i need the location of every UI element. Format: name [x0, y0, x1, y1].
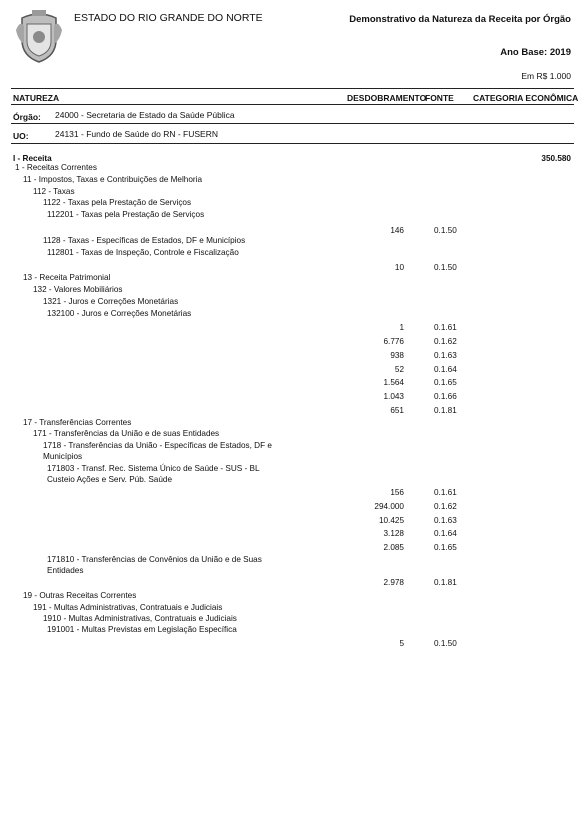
tree-item: 112201 - Taxas pela Prestação de Serviços [47, 210, 205, 219]
amount-cell: 294.000 [374, 502, 404, 511]
fonte-cell: 0.1.62 [434, 337, 457, 346]
tree-item: 1321 - Juros e Correções Monetárias [43, 297, 179, 306]
tree-item: Entidades [47, 566, 84, 575]
fonte-cell: 0.1.50 [434, 639, 457, 648]
tree-item: 191 - Multas Administrativas, Contratuais e Judiciais [33, 603, 223, 612]
tree-item: 171810 - Transferências de Convênios da União e de Suas [47, 555, 262, 564]
divider [11, 143, 574, 144]
tree-item: Municípios [43, 452, 83, 461]
amount-cell: 146 [390, 226, 404, 235]
unit-label: Em R$ 1.000 [521, 71, 571, 81]
fonte-cell: 0.1.50 [434, 226, 457, 235]
tree-item: 112 - Taxas [33, 187, 75, 196]
tree-item: 11 - Impostos, Taxas e Contribuições de Melhoria [23, 175, 202, 184]
tree-item: 171803 - Transf. Rec. Sistema Único de Saúde - SUS - BL [47, 464, 260, 473]
amount-cell: 1.564 [383, 378, 404, 387]
fonte-cell: 0.1.64 [434, 529, 457, 538]
amount-cell: 10 [394, 263, 404, 272]
fonte-cell: 0.1.66 [434, 392, 457, 401]
amount-cell: 5 [399, 639, 404, 648]
amount-cell: 651 [390, 406, 404, 415]
orgao-label: Órgão: [13, 112, 41, 122]
amount-cell: 2.085 [383, 543, 404, 552]
amount-cell: 6.776 [383, 337, 404, 346]
divider [11, 123, 574, 124]
tree-item: 17 - Transferências Correntes [23, 418, 132, 427]
fonte-cell: 0.1.63 [434, 351, 457, 360]
tree-item: Custeio Ações e Serv. Púb. Saúde [47, 475, 173, 484]
column-desdobramento: DESDOBRAMENTO [347, 93, 427, 103]
fonte-cell: 0.1.62 [434, 502, 457, 511]
amount-cell: 938 [390, 351, 404, 360]
fonte-cell: 0.1.50 [434, 263, 457, 272]
fonte-cell: 0.1.65 [434, 543, 457, 552]
year-label: Ano Base: 2019 [500, 47, 571, 58]
fonte-cell: 0.1.63 [434, 516, 457, 525]
amount-cell: 10.425 [378, 516, 404, 525]
report-title: Demonstrativo da Natureza da Receita por Órgão [349, 14, 571, 25]
tree-item: 191001 - Multas Previstas em Legislação Específica [47, 625, 237, 634]
divider [11, 88, 574, 89]
uo-label: UO: [13, 131, 29, 141]
amount-cell: 1.043 [383, 392, 404, 401]
tree-item: 1910 - Multas Administrativas, Contratuais e Judiciais [43, 614, 237, 623]
amount-cell: 3.128 [383, 529, 404, 538]
section-total: 350.580 [541, 154, 571, 163]
state-name: ESTADO DO RIO GRANDE DO NORTE [74, 12, 263, 24]
fonte-cell: 0.1.61 [434, 323, 457, 332]
fonte-cell: 0.1.65 [434, 378, 457, 387]
tree-item: 13 - Receita Patrimonial [23, 273, 111, 282]
fonte-cell: 0.1.64 [434, 365, 457, 374]
column-natureza: NATUREZA [13, 93, 60, 103]
tree-item: 1128 - Taxas - Específicas de Estados, DF e Municípios [43, 236, 246, 245]
orgao-value: 24000 - Secretaria de Estado da Saúde Pública [55, 110, 235, 120]
divider [11, 104, 574, 105]
coat-of-arms-icon [14, 8, 64, 64]
tree-item: 19 - Outras Receitas Correntes [23, 591, 137, 600]
section-title: I - Receita [13, 154, 52, 163]
uo-value: 24131 - Fundo de Saúde do RN - FUSERN [55, 129, 219, 139]
tree-item: 1 - Receitas Correntes [15, 163, 97, 172]
column-fonte: FONTE [425, 93, 454, 103]
amount-cell: 52 [394, 365, 404, 374]
tree-item: 132100 - Juros e Correções Monetárias [47, 309, 192, 318]
amount-cell: 1 [399, 323, 404, 332]
tree-item: 1718 - Transferências da União - Específicas de Estados, DF e [43, 441, 272, 450]
tree-item: 132 - Valores Mobiliários [33, 285, 123, 294]
tree-item: 112801 - Taxas de Inspeção, Controle e Fiscalização [47, 248, 239, 257]
amount-cell: 2.978 [383, 578, 404, 587]
fonte-cell: 0.1.61 [434, 488, 457, 497]
fonte-cell: 0.1.81 [434, 578, 457, 587]
amount-cell: 156 [390, 488, 404, 497]
column-categoria: CATEGORIA ECONÔMICA [473, 93, 579, 103]
tree-item: 1122 - Taxas pela Prestação de Serviços [43, 198, 192, 207]
fonte-cell: 0.1.81 [434, 406, 457, 415]
tree-item: 171 - Transferências da União e de suas Entidades [33, 429, 220, 438]
